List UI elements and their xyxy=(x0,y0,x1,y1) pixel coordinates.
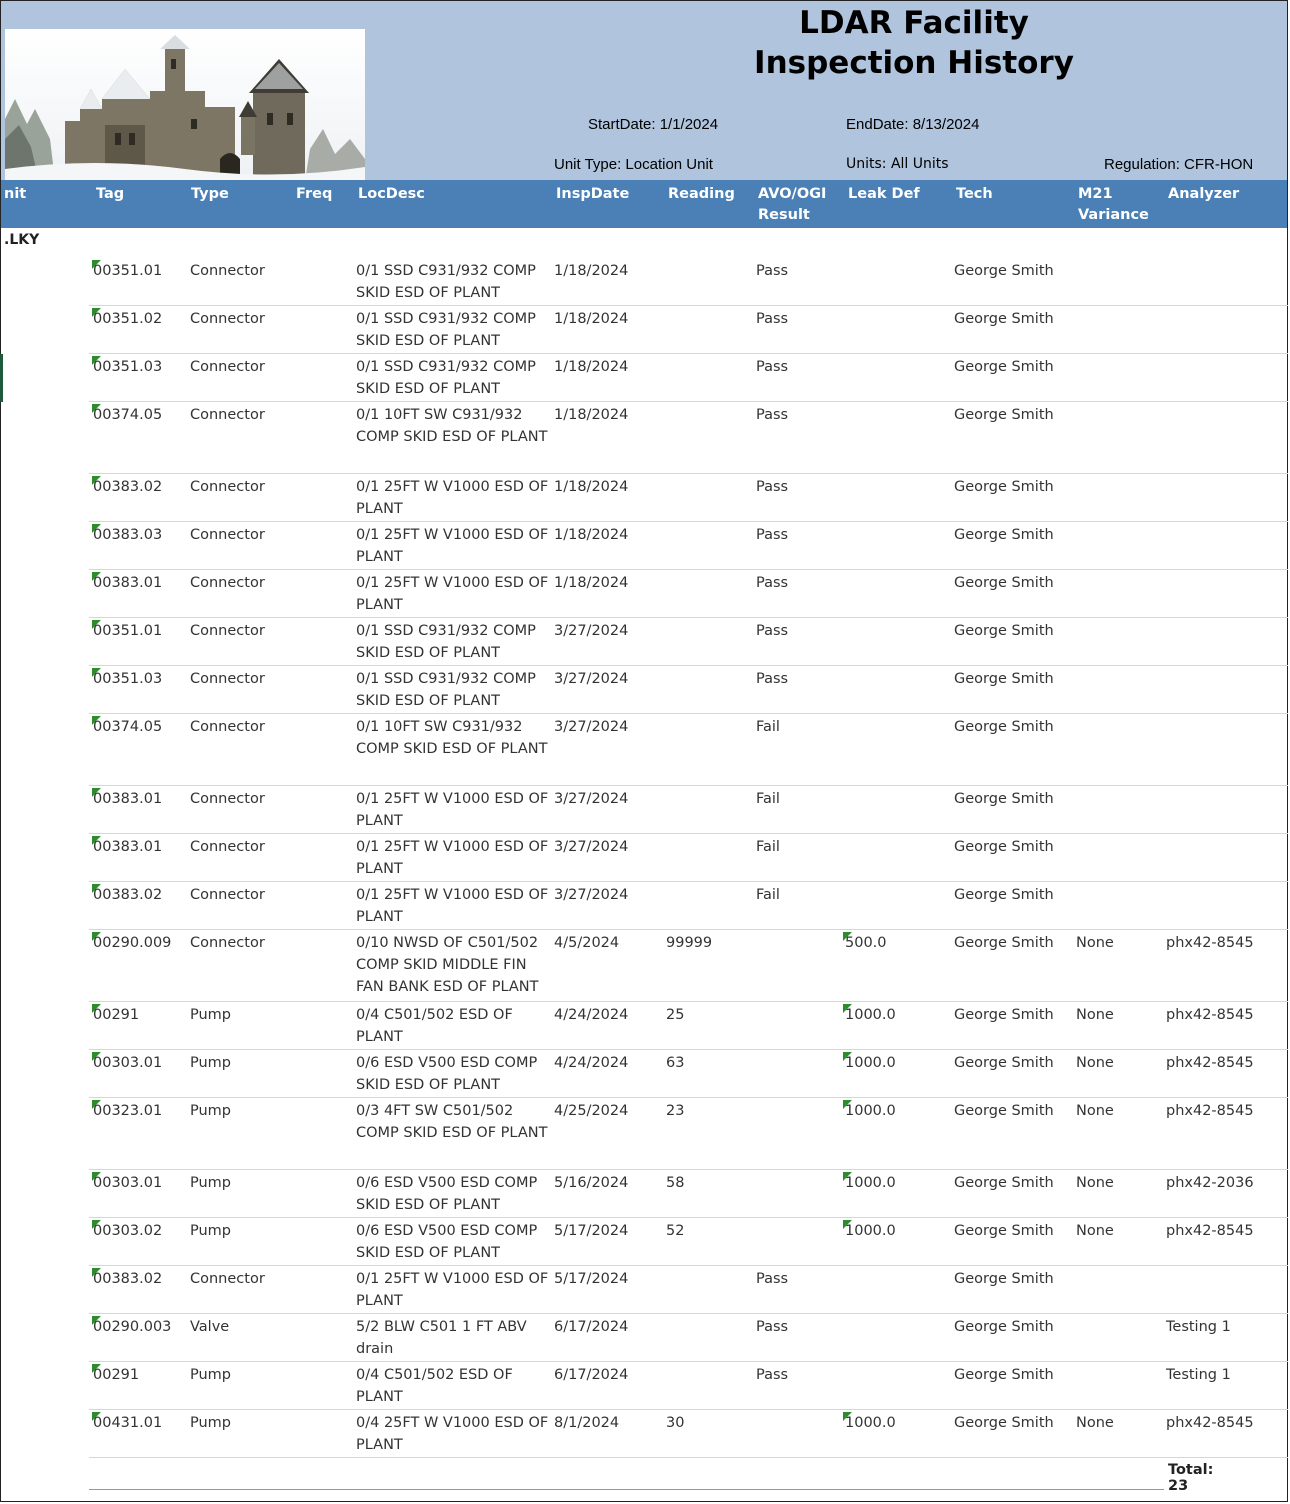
tech-cell: George Smith xyxy=(954,719,1054,735)
leakdef-cell: 1000.0 xyxy=(845,1007,896,1023)
comment-flag-icon xyxy=(843,1172,852,1181)
tech-cell: George Smith xyxy=(954,359,1054,375)
tag-cell: 00383.02 xyxy=(93,479,163,495)
inspdate-cell: 4/5/2024 xyxy=(554,935,620,951)
table-row xyxy=(89,1170,1288,1218)
type-cell: Connector xyxy=(190,671,265,687)
col-tag: Tag xyxy=(96,186,125,202)
type-cell: Pump xyxy=(190,1223,232,1239)
m21-cell: None xyxy=(1076,1175,1114,1191)
tech-cell: George Smith xyxy=(954,791,1054,807)
result-cell: Pass xyxy=(756,623,789,639)
analyzer-cell: phx42-2036 xyxy=(1166,1175,1254,1191)
type-cell: Connector xyxy=(190,887,265,903)
inspdate-cell: 1/18/2024 xyxy=(554,479,629,495)
tag-cell: 00290.003 xyxy=(93,1319,172,1335)
tech-cell: George Smith xyxy=(954,1367,1054,1383)
col-reading: Reading xyxy=(668,186,735,202)
col-locdesc: LocDesc xyxy=(358,186,425,202)
tag-cell: 00351.03 xyxy=(93,359,163,375)
locdesc-cell: 0/1 25FT W V1000 ESD OF PLANT xyxy=(356,479,549,517)
tech-cell: George Smith xyxy=(954,887,1054,903)
locdesc-cell: 0/4 C501/502 ESD OF PLANT xyxy=(356,1007,513,1045)
reading-cell: 63 xyxy=(666,1055,685,1071)
result-cell: Pass xyxy=(756,575,789,591)
inspdate-cell: 5/17/2024 xyxy=(554,1223,629,1239)
table-row xyxy=(89,258,1288,306)
tech-cell: George Smith xyxy=(954,623,1054,639)
tech-cell: George Smith xyxy=(954,311,1054,327)
locdesc-cell: 0/1 25FT W V1000 ESD OF PLANT xyxy=(356,1271,549,1309)
col-freq: Freq xyxy=(296,186,333,202)
inspdate-cell: 4/25/2024 xyxy=(554,1103,629,1119)
inspdate-cell: 3/27/2024 xyxy=(554,623,629,639)
table-row xyxy=(89,1266,1288,1314)
type-cell: Pump xyxy=(190,1007,232,1023)
tag-cell: 00383.01 xyxy=(93,575,163,591)
locdesc-cell: 0/4 25FT W V1000 ESD OF PLANT xyxy=(356,1415,549,1453)
reading-cell: 25 xyxy=(666,1007,685,1023)
m21-cell: None xyxy=(1076,1055,1114,1071)
tech-cell: George Smith xyxy=(954,263,1054,279)
total-row xyxy=(89,1459,1214,1494)
leakdef-cell: 1000.0 xyxy=(845,1415,896,1431)
type-cell: Pump xyxy=(190,1175,232,1191)
title-line-1: LDAR Facility xyxy=(799,5,1029,41)
tag-cell: 00383.03 xyxy=(93,527,163,543)
tech-cell: George Smith xyxy=(954,575,1054,591)
comment-flag-icon xyxy=(843,1004,852,1013)
locdesc-cell: 0/1 SSD C931/932 COMP SKID ESD OF PLANT xyxy=(356,359,536,397)
tag-cell: 00351.01 xyxy=(93,623,163,639)
locdesc-cell: 0/6 ESD V500 ESD COMP SKID ESD OF PLANT xyxy=(356,1175,538,1213)
tech-cell: George Smith xyxy=(954,1271,1054,1287)
tech-cell: George Smith xyxy=(954,671,1054,687)
tag-cell: 00383.02 xyxy=(93,1271,163,1287)
type-cell: Connector xyxy=(190,719,265,735)
inspdate-cell: 5/16/2024 xyxy=(554,1175,629,1191)
type-cell: Pump xyxy=(190,1055,232,1071)
locdesc-cell: 0/1 25FT W V1000 ESD OF PLANT xyxy=(356,527,549,565)
report-header xyxy=(1,1,1287,180)
type-cell: Connector xyxy=(190,575,265,591)
m21-cell: None xyxy=(1076,1103,1114,1119)
start-date: StartDate: 1/1/2024 xyxy=(588,116,719,133)
leakdef-cell: 1000.0 xyxy=(845,1103,896,1119)
table-row xyxy=(89,786,1288,834)
tech-cell: George Smith xyxy=(954,839,1054,855)
table-row xyxy=(89,1002,1288,1050)
col-type: Type xyxy=(191,186,229,202)
table-row xyxy=(89,570,1288,618)
type-cell: Connector xyxy=(190,935,265,951)
result-cell: Fail xyxy=(756,839,780,855)
inspdate-cell: 3/27/2024 xyxy=(554,719,629,735)
tag-cell: 00303.02 xyxy=(93,1223,163,1239)
tech-cell: George Smith xyxy=(954,1103,1054,1119)
tag-cell: 00351.02 xyxy=(93,311,163,327)
locdesc-cell: 0/1 10FT SW C931/932 COMP SKID ESD OF PLANT xyxy=(356,407,548,445)
analyzer-cell: phx42-8545 xyxy=(1166,1055,1254,1071)
inspdate-cell: 1/18/2024 xyxy=(554,527,629,543)
table-row xyxy=(89,930,1288,1002)
inspdate-cell: 5/17/2024 xyxy=(554,1271,629,1287)
analyzer-cell: phx42-8545 xyxy=(1166,1103,1254,1119)
analyzer-cell: phx42-8545 xyxy=(1166,1415,1254,1431)
result-cell: Fail xyxy=(756,791,780,807)
inspdate-cell: 1/18/2024 xyxy=(554,359,629,375)
table-row xyxy=(89,1050,1288,1098)
locdesc-cell: 0/4 C501/502 ESD OF PLANT xyxy=(356,1367,513,1405)
table-row xyxy=(89,1362,1288,1410)
locdesc-cell: 0/1 25FT W V1000 ESD OF PLANT xyxy=(356,887,549,925)
analyzer-cell: phx42-8545 xyxy=(1166,935,1254,951)
tech-cell: George Smith xyxy=(954,479,1054,495)
analyzer-cell: phx42-8545 xyxy=(1166,1223,1254,1239)
table-row xyxy=(89,402,1288,474)
comment-flag-icon xyxy=(843,1100,852,1109)
inspdate-cell: 3/27/2024 xyxy=(554,791,629,807)
result-cell: Fail xyxy=(756,887,780,903)
leakdef-cell: 1000.0 xyxy=(845,1223,896,1239)
m21-cell: None xyxy=(1076,1223,1114,1239)
inspdate-cell: 6/17/2024 xyxy=(554,1367,629,1383)
result-cell: Pass xyxy=(756,359,789,375)
col-inspdate: InspDate xyxy=(556,186,630,202)
tech-cell: George Smith xyxy=(954,1175,1054,1191)
tag-cell: 00291 xyxy=(93,1367,140,1383)
units-filter: Units: All Units xyxy=(846,156,949,172)
inspdate-cell: 1/18/2024 xyxy=(554,575,629,591)
end-date: EndDate: 8/13/2024 xyxy=(846,116,980,133)
unit-type: Unit Type: Location Unit xyxy=(554,156,713,173)
inspdate-cell: 8/1/2024 xyxy=(554,1415,620,1431)
tag-cell: 00323.01 xyxy=(93,1103,163,1119)
tag-cell: 00351.01 xyxy=(93,263,163,279)
result-cell: Pass xyxy=(756,1271,789,1287)
m21-cell: None xyxy=(1076,1415,1114,1431)
type-cell: Connector xyxy=(190,791,265,807)
locdesc-cell: 0/1 25FT W V1000 ESD OF PLANT xyxy=(356,839,549,877)
locdesc-cell: 5/2 BLW C501 1 FT ABV drain xyxy=(356,1319,527,1357)
type-cell: Pump xyxy=(190,1103,232,1119)
result-cell: Pass xyxy=(756,407,789,423)
locdesc-cell: 0/6 ESD V500 ESD COMP SKID ESD OF PLANT xyxy=(356,1223,538,1261)
locdesc-cell: 0/1 25FT W V1000 ESD OF PLANT xyxy=(356,575,549,613)
inspdate-cell: 1/18/2024 xyxy=(554,407,629,423)
inspdate-cell: 3/27/2024 xyxy=(554,671,629,687)
col-avo-result: AVO/OGI Result xyxy=(758,186,827,223)
tech-cell: George Smith xyxy=(954,1319,1054,1335)
inspdate-cell: 1/18/2024 xyxy=(554,311,629,327)
type-cell: Valve xyxy=(190,1319,230,1335)
table-row xyxy=(89,522,1288,570)
tech-cell: George Smith xyxy=(954,407,1054,423)
locdesc-cell: 0/3 4FT SW C501/502 COMP SKID ESD OF PLANT xyxy=(356,1103,548,1141)
tag-cell: 00383.02 xyxy=(93,887,163,903)
inspdate-cell: 6/17/2024 xyxy=(554,1319,629,1335)
locdesc-cell: 0/1 25FT W V1000 ESD OF PLANT xyxy=(356,791,549,829)
result-cell: Pass xyxy=(756,1319,789,1335)
locdesc-cell: 0/1 SSD C931/932 COMP SKID ESD OF PLANT xyxy=(356,671,536,709)
tag-cell: 00303.01 xyxy=(93,1175,163,1191)
col-tech: Tech xyxy=(956,186,993,202)
table-row xyxy=(89,1314,1288,1362)
comment-flag-icon xyxy=(843,932,852,941)
analyzer-cell: phx42-8545 xyxy=(1166,1007,1254,1023)
result-cell: Pass xyxy=(756,263,789,279)
tag-cell: 00303.01 xyxy=(93,1055,163,1071)
type-cell: Connector xyxy=(190,359,265,375)
tag-cell: 00374.05 xyxy=(93,719,163,735)
locdesc-cell: 0/1 SSD C931/932 COMP SKID ESD OF PLANT xyxy=(356,623,536,661)
type-cell: Connector xyxy=(190,479,265,495)
result-cell: Pass xyxy=(756,479,789,495)
leakdef-cell: 500.0 xyxy=(845,935,887,951)
tag-cell: 00374.05 xyxy=(93,407,163,423)
reading-cell: 30 xyxy=(666,1415,685,1431)
tag-cell: 00291 xyxy=(93,1007,140,1023)
tech-cell: George Smith xyxy=(954,935,1054,951)
m21-cell: None xyxy=(1076,1007,1114,1023)
col-m21-variance: M21 Variance xyxy=(1078,186,1149,223)
reading-cell: 58 xyxy=(666,1175,685,1191)
table-row xyxy=(89,882,1288,930)
table-row xyxy=(89,354,1288,402)
tech-cell: George Smith xyxy=(954,1223,1054,1239)
inspdate-cell: 4/24/2024 xyxy=(554,1007,629,1023)
inspection-table xyxy=(0,258,1290,1458)
report-title xyxy=(641,3,1187,83)
castle-photo xyxy=(5,29,365,181)
result-cell: Pass xyxy=(756,1367,789,1383)
reading-cell: 52 xyxy=(666,1223,685,1239)
type-cell: Connector xyxy=(190,263,265,279)
result-cell: Pass xyxy=(756,527,789,543)
reading-cell: 23 xyxy=(666,1103,685,1119)
inspdate-cell: 4/24/2024 xyxy=(554,1055,629,1071)
table-row xyxy=(89,474,1288,522)
type-cell: Connector xyxy=(190,407,265,423)
tag-cell: 00383.01 xyxy=(93,791,163,807)
type-cell: Connector xyxy=(190,839,265,855)
type-cell: Pump xyxy=(190,1367,232,1383)
tech-cell: George Smith xyxy=(954,527,1054,543)
col-unit: nit xyxy=(4,186,27,202)
table-row xyxy=(89,1098,1288,1170)
total-count: Total: 23 xyxy=(1168,1462,1214,1494)
title-line-2: Inspection History xyxy=(754,45,1074,81)
reading-cell: 99999 xyxy=(666,935,713,951)
table-row xyxy=(89,306,1288,354)
type-cell: Pump xyxy=(190,1415,232,1431)
unit-group-label: .LKY xyxy=(4,232,40,248)
result-cell: Pass xyxy=(756,671,789,687)
locdesc-cell: 0/1 SSD C931/932 COMP SKID ESD OF PLANT xyxy=(356,263,536,301)
regulation: Regulation: CFR-HON xyxy=(1104,156,1254,173)
analyzer-cell: Testing 1 xyxy=(1166,1319,1231,1335)
result-cell: Pass xyxy=(756,311,789,327)
leakdef-cell: 1000.0 xyxy=(845,1175,896,1191)
type-cell: Connector xyxy=(190,311,265,327)
tech-cell: George Smith xyxy=(954,1007,1054,1023)
col-leakdef: Leak Def xyxy=(848,186,920,202)
table-row xyxy=(89,1218,1288,1266)
tag-cell: 00431.01 xyxy=(93,1415,163,1431)
column-header-bar xyxy=(1,180,1287,228)
table-row xyxy=(89,666,1288,714)
locdesc-cell: 0/1 10FT SW C931/932 COMP SKID ESD OF PLANT xyxy=(356,719,548,757)
inspdate-cell: 3/27/2024 xyxy=(554,887,629,903)
type-cell: Connector xyxy=(190,527,265,543)
inspdate-cell: 1/18/2024 xyxy=(554,263,629,279)
tag-cell: 00351.03 xyxy=(93,671,163,687)
leakdef-cell: 1000.0 xyxy=(845,1055,896,1071)
locdesc-cell: 0/1 SSD C931/932 COMP SKID ESD OF PLANT xyxy=(356,311,536,349)
tech-cell: George Smith xyxy=(954,1055,1054,1071)
table-row xyxy=(89,834,1288,882)
tag-cell: 00383.01 xyxy=(93,839,163,855)
m21-cell: None xyxy=(1076,935,1114,951)
col-analyzer: Analyzer xyxy=(1168,186,1240,202)
type-cell: Connector xyxy=(190,623,265,639)
tag-cell: 00290.009 xyxy=(93,935,172,951)
locdesc-cell: 0/10 NWSD OF C501/502 COMP SKID MIDDLE FIN FAN BANK ESD OF PLANT xyxy=(356,935,539,995)
comment-flag-icon xyxy=(843,1052,852,1061)
type-cell: Connector xyxy=(190,1271,265,1287)
comment-flag-icon xyxy=(843,1412,852,1421)
inspdate-cell: 3/27/2024 xyxy=(554,839,629,855)
table-row xyxy=(89,618,1288,666)
table-row xyxy=(89,1410,1288,1458)
tech-cell: George Smith xyxy=(954,1415,1054,1431)
table-row xyxy=(89,714,1288,786)
comment-flag-icon xyxy=(843,1220,852,1229)
locdesc-cell: 0/6 ESD V500 ESD COMP SKID ESD OF PLANT xyxy=(356,1055,538,1093)
analyzer-cell: Testing 1 xyxy=(1166,1367,1231,1383)
result-cell: Fail xyxy=(756,719,780,735)
